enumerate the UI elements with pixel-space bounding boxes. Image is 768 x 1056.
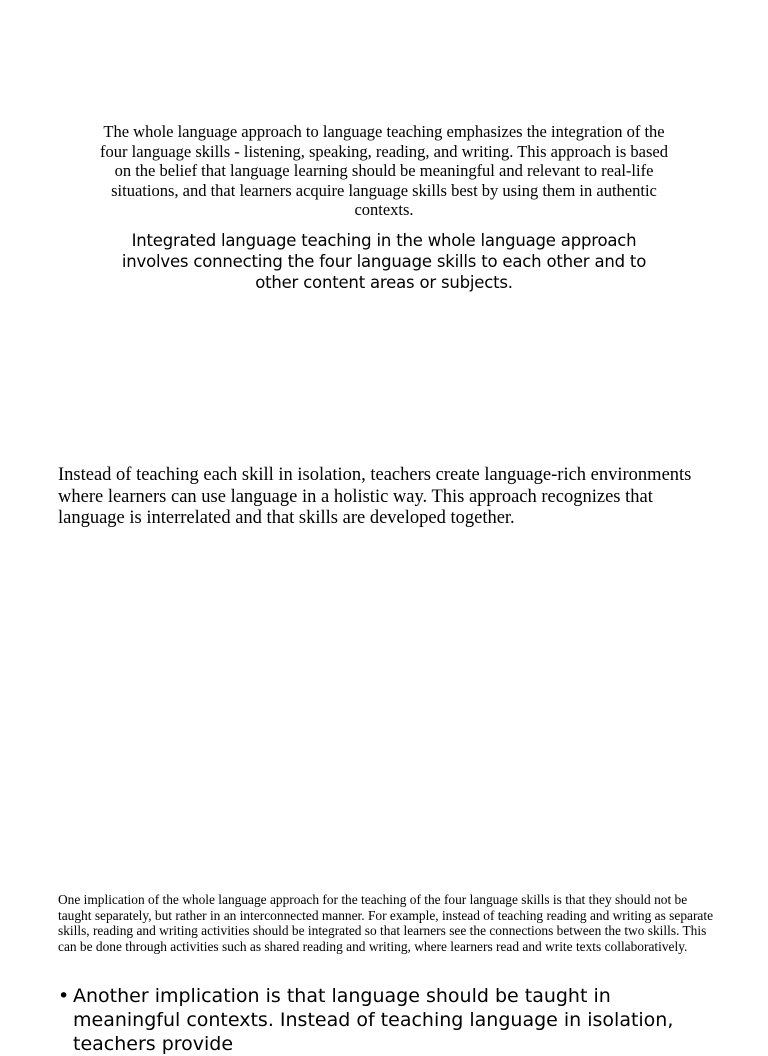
bullet-text: Another implication is that language should be taught in meaningful contexts. Instead of teaching language in isolation, teachers provide bbox=[73, 985, 674, 1055]
bullet-marker: • bbox=[58, 985, 70, 1007]
paragraph-intro: The whole language approach to language teaching emphasizes the integration of the four language skills - listening, speaking, reading, and writing. This approach is based on the belief that language learning should be meaningful and relevant to real-life situations, and that learners acquire language skills best by using them in authentic contexts. bbox=[100, 122, 668, 219]
bullet-list-item bbox=[58, 984, 718, 1056]
paragraph-integrated-teaching: Integrated language teaching in the whole language approach involves connecting the four language skills to each other and to other content areas or subjects. bbox=[121, 231, 647, 292]
paragraph-implication: One implication of the whole language approach for the teaching of the four language skills is that they should not be taught separately, but rather in an interconnected manner. For example, instead of teaching reading and writing as separate skills, reading and writing activities should be integrated so that learners see the connections between the two skills. This can be done through activities such as shared reading and writing, where learners read and write texts collaboratively. bbox=[58, 892, 714, 954]
paragraph-holistic-environments: Instead of teaching each skill in isolation, teachers create language-rich environments where learners can use language in a holistic way. This approach recognizes that language is interrelated and that skills are developed together. bbox=[58, 465, 692, 528]
